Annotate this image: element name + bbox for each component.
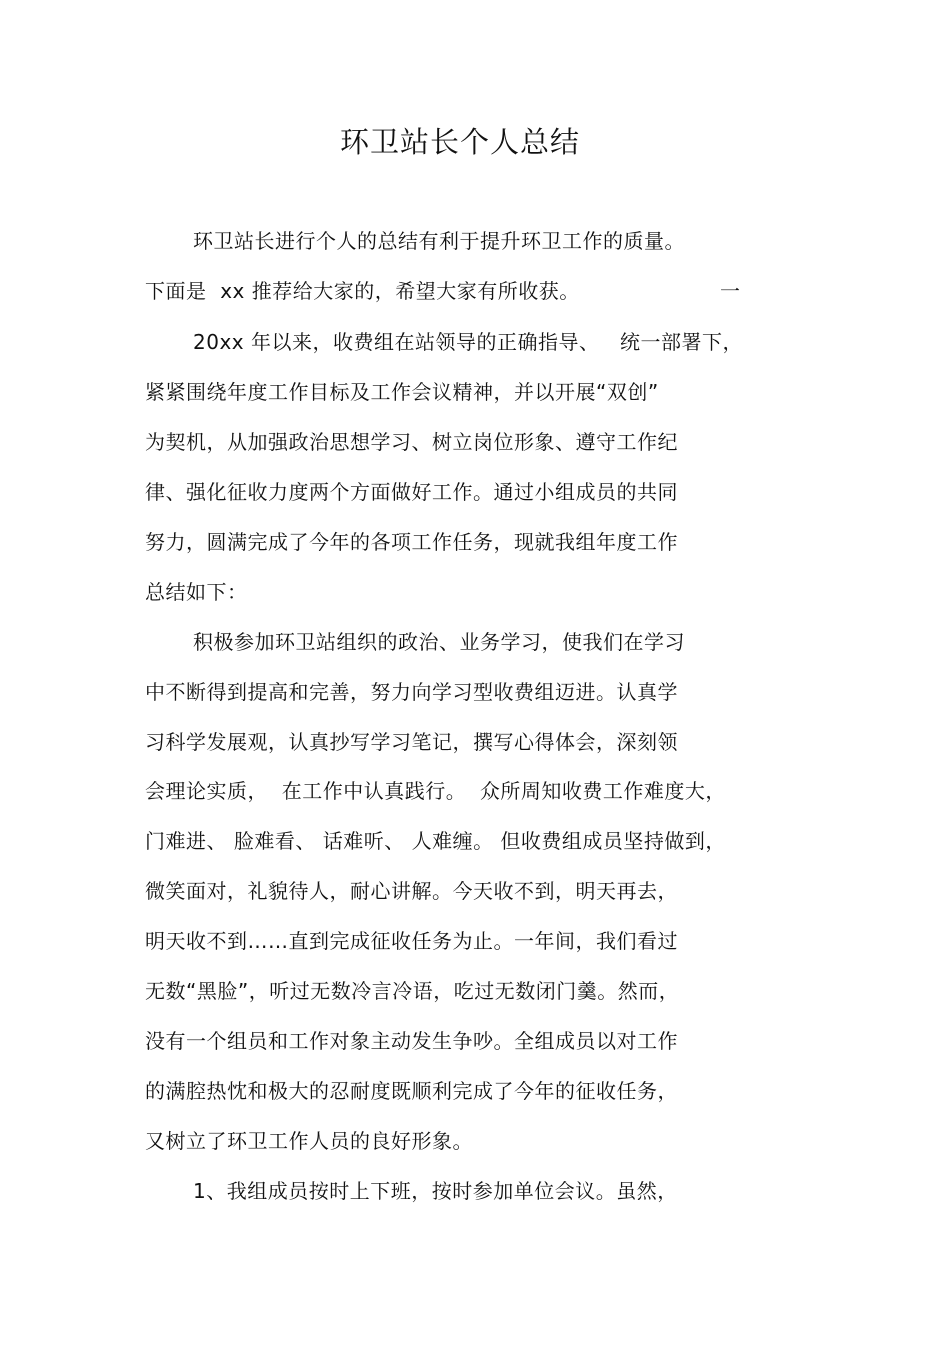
document-title: 环卫站长个人总结: [339, 125, 580, 159]
text-line: 中不断得到提高和完善，努力向学习型收费组迈进。认真学: [145, 680, 678, 704]
text-line: 努力，圆满完成了今年的各项工作任务，现就我组年度工作: [145, 530, 678, 554]
text-line: 的满腔热忱和极大的忍耐度既顺利完成了今年的征收任务，: [145, 1079, 678, 1103]
text-line: 总结如下：: [145, 580, 248, 604]
text-line: 没有一个组员和工作对象主动发生争吵。全组成员以对工作: [145, 1029, 678, 1053]
text-line: 一: [720, 279, 741, 303]
text-line: 明天收不到……直到完成征收任务为止。一年间，我们看过: [145, 929, 678, 953]
text-line: 习科学发展观，认真抄写学习笔记，撰写心得体会，深刻领: [145, 730, 678, 754]
text-line: 律、强化征收力度两个方面做好工作。通过小组成员的共同: [145, 480, 678, 504]
text-line: 门难进、 脸难看、 话难听、 人难缠。 但收费组成员坚持做到，: [145, 829, 726, 853]
text-line: 无数“黑脸”，听过无数冷言冷语，吃过无数闭门羹。然而，: [145, 979, 680, 1003]
text-line: 环卫站长进行个人的总结有利于提升环卫工作的质量。: [193, 229, 685, 253]
text-line: 又树立了环卫工作人员的良好形象。: [145, 1129, 473, 1153]
text-line: 微笑面对，礼貌待人，耐心讲解。今天收不到，明天再去，: [145, 879, 678, 903]
text-line: 1、我组成员按时上下班，按时参加单位会议。虽然，: [193, 1179, 678, 1203]
text-line: 积极参加环卫站组织的政治、业务学习，使我们在学习: [193, 630, 685, 654]
text-line: 会理论实质， 在工作中认真践行。 众所周知收费工作难度大，: [145, 779, 726, 803]
text-line: 为契机，从加强政治思想学习、树立岗位形象、遵守工作纪: [145, 430, 678, 454]
text-line: 紧紧围绕年度工作目标及工作会议精神，并以开展“双创”: [145, 380, 659, 404]
text-line: 20xx 年以来，收费组在站领导的正确指导、 统一部署下，: [193, 330, 744, 354]
text-line: 下面是 xx 推荐给大家的，希望大家有所收获。: [145, 279, 580, 303]
